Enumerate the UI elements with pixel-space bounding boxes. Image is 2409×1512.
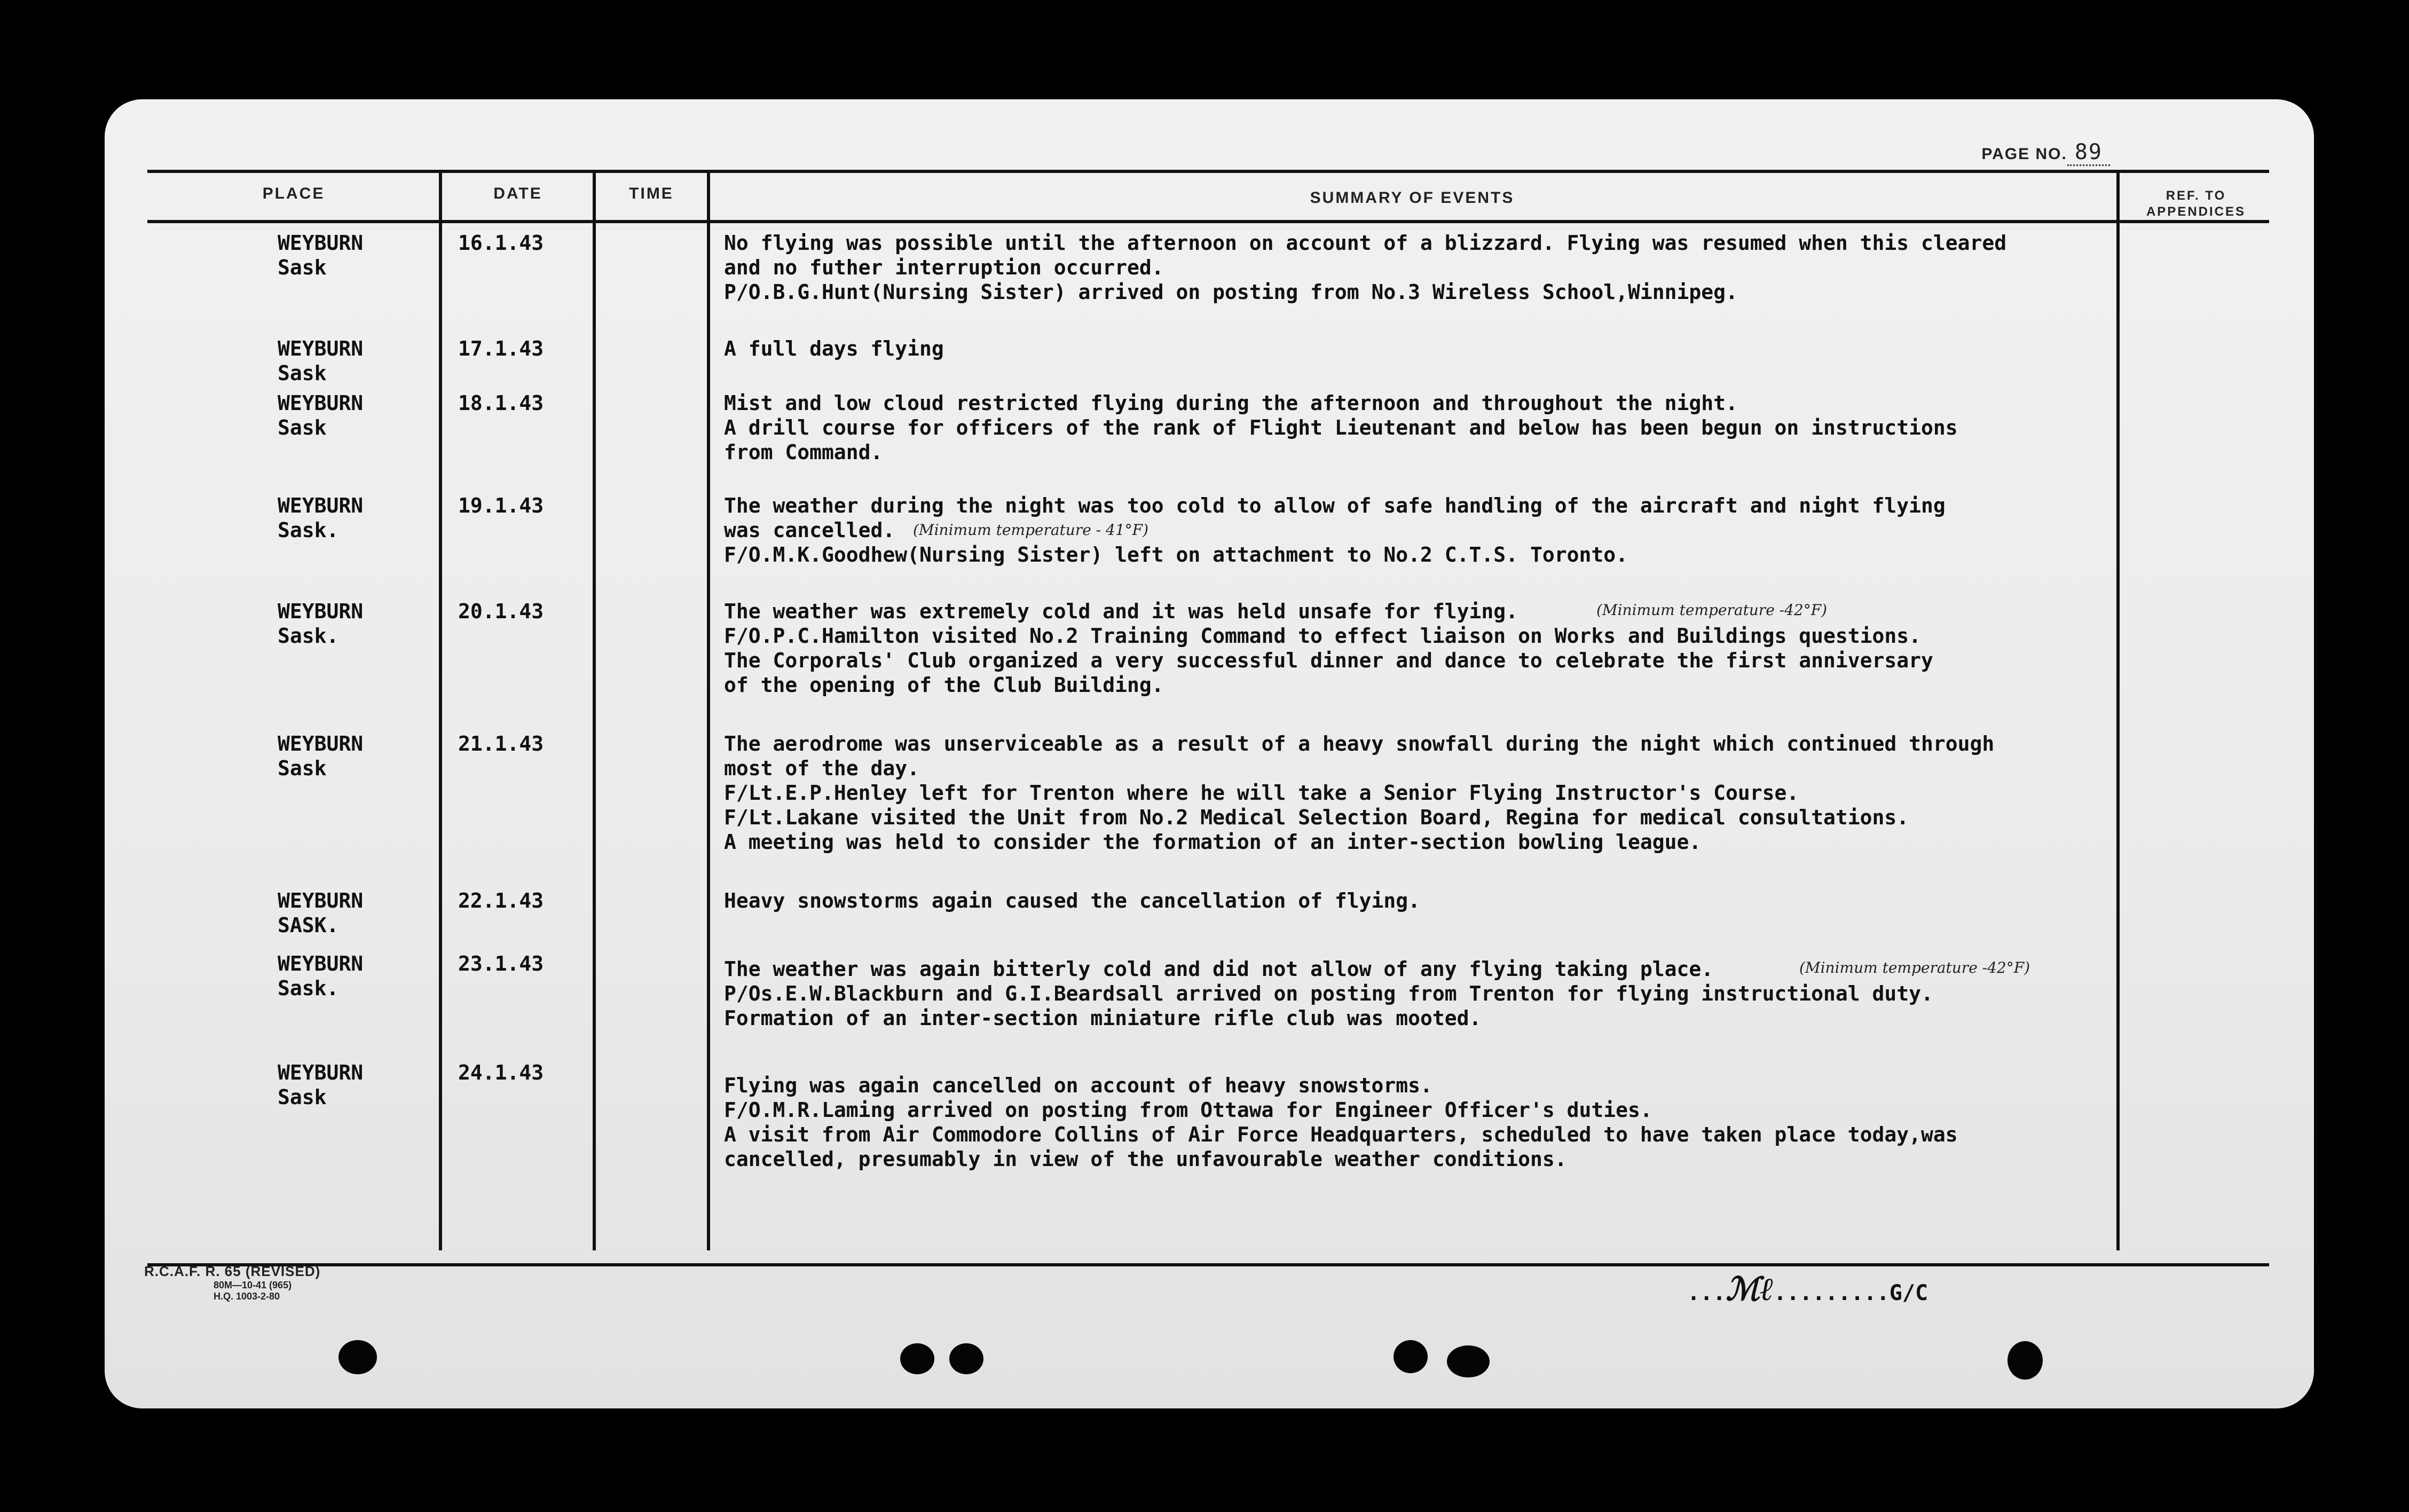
punch-hole: [2007, 1341, 2043, 1380]
punch-hole: [900, 1343, 934, 1374]
footer-rule: [147, 1263, 2269, 1266]
entry-date: 20.1.43: [458, 600, 544, 623]
header-bottom-rule: [147, 220, 2269, 223]
entry-events: The weather was again bitterly cold and did not allow of any flying taking place. P/Os.E.W.Blackburn and G.I.Beardsall arrived on posting from Trenton for flying instructional duty. Formation of an inter-section miniature rifle club was mooted.: [724, 957, 1933, 1030]
entry-place: WEYBURN Sask.: [278, 600, 364, 648]
entry-events: A full days flying: [724, 337, 944, 360]
signature-rank: G/C: [1889, 1281, 1928, 1305]
entry-place: WEYBURN Sask: [278, 231, 364, 279]
entry-date: 24.1.43: [458, 1061, 544, 1084]
entry-events: Mist and low cloud restricted flying during the afternoon and throughout the night. A drill course for officers of the rank of Flight Lieutenant and below has been begun on instructions from Command.: [724, 391, 1958, 464]
entry-date: 23.1.43: [458, 952, 544, 975]
entry-date: 19.1.43: [458, 494, 544, 517]
entry-place: WEYBURN Sask.: [278, 952, 364, 1000]
page-number-value: 89: [2067, 140, 2110, 166]
signature-line: ...ℳℓ.........G/C: [1687, 1271, 1928, 1308]
entry-handwritten-note: (Minimum temperature -42°F): [1596, 601, 1828, 619]
entry-handwritten-note: (Minimum temperature -42°F): [1799, 959, 2030, 976]
punch-hole: [338, 1340, 377, 1374]
entry-events: Flying was again cancelled on account of heavy snowstorms. F/O.M.R.Laming arrived on posting from Ottawa for Engineer Officer's duties. A visit from Air Commodore Collins of Air Force Headquarters, scheduled to have taken place today,was cancelled, presumably in view of the unfavourable weather conditions.: [724, 1074, 1958, 1171]
entry-place: WEYBURN Sask: [278, 1061, 364, 1109]
entry-date: 17.1.43: [458, 337, 544, 360]
entry-place: WEYBURN Sask: [278, 337, 364, 385]
column-header-summary: SUMMARY OF EVENTS: [1310, 189, 1515, 207]
column-header-appendices: REF. TO APPENDICES: [2146, 188, 2246, 219]
entry-date: 18.1.43: [458, 391, 544, 415]
column-divider-3: [707, 170, 710, 1250]
entry-events: The weather during the night was too cold to allow of safe handling of the aircraft and night flying was cancelled. F/O.M.K.Goodhew(Nursing Sister) left on attachment to No.2 C.T.S. Toronto.: [724, 494, 1946, 566]
entry-place: WEYBURN SASK.: [278, 889, 364, 937]
entry-place: WEYBURN Sask: [278, 732, 364, 780]
entry-events: The weather was extremely cold and it was held unsafe for flying. F/O.P.C.Hamilton visited No.2 Training Command to effect liaison on Works and Buildings questions. The Corporals' Club organized a very successful dinner and dance to celebrate the first anniversary of the opening of the Club Building.: [724, 600, 1933, 697]
punch-hole: [1447, 1345, 1490, 1377]
column-header-time: TIME: [629, 185, 674, 202]
entry-date: 16.1.43: [458, 231, 544, 255]
form-number-line: R.C.A.F. R. 65 (REVISED): [144, 1263, 321, 1279]
form-number: [144, 1263, 320, 1302]
punch-hole: [949, 1343, 983, 1374]
entry-place: WEYBURN Sask.: [278, 494, 364, 542]
header-top-rule: [147, 170, 2269, 173]
column-header-date: DATE: [493, 185, 542, 202]
entry-events: The aerodrome was unserviceable as a result of a heavy snowfall during the night which continued through most of the day. F/Lt.E.P.Henley left for Trenton where he will take a Senior Flying Instructor's Course. F/Lt.Lakane visited the Unit from No.2 Medical Selection Board, Regina for medical consultations. A meeting was held to consider the formation of an inter-section bowling league.: [724, 732, 1995, 854]
page-number: [1981, 140, 2110, 164]
column-divider-2: [593, 170, 596, 1250]
entry-events: Heavy snowstorms again caused the cancellation of flying.: [724, 889, 1421, 912]
punch-hole: [1394, 1340, 1428, 1373]
column-header-place: PLACE: [262, 185, 325, 202]
page-number-label: PAGE NO.: [1981, 145, 2067, 163]
entry-date: 22.1.43: [458, 889, 544, 912]
form-print-code: 80M—10-41 (965): [214, 1280, 292, 1290]
column-divider-1: [439, 170, 442, 1250]
form-hq-code: H.Q. 1003-2-80: [214, 1291, 280, 1302]
entry-place: WEYBURN Sask: [278, 391, 364, 439]
entry-date: 21.1.43: [458, 732, 544, 755]
column-divider-4: [2116, 170, 2120, 1250]
entry-events: No flying was possible until the afternoon on account of a blizzard. Flying was resumed when this cleared and no futher interruption occurred. P/O.B.G.Hunt(Nursing Sister) arrived on posting from No.3 Wireless School,Winnipeg.: [724, 231, 2007, 304]
signature-scrawl: ℳℓ: [1726, 1271, 1774, 1308]
entry-handwritten-note: (Minimum temperature - 41°F): [913, 521, 1148, 539]
